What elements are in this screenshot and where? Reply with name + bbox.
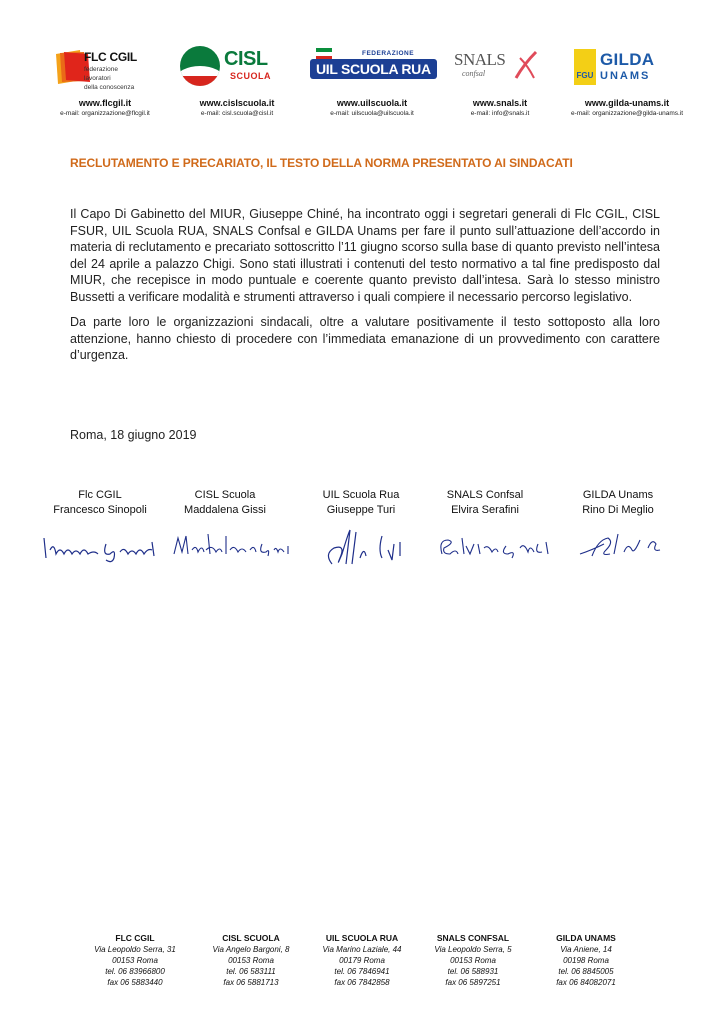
- flc-logo-sub-2: lavoratori: [84, 75, 111, 82]
- gilda-unams-logo: [552, 40, 702, 92]
- footer-fax: fax 06 7842858: [334, 978, 390, 987]
- snals-confsal-logo: [440, 40, 560, 92]
- footer-tel: tel. 06 588931: [447, 967, 499, 976]
- footer-tel: tel. 06 583111: [226, 967, 276, 976]
- footer-city: 00198 Roma: [563, 956, 609, 965]
- signatory-name: Maddalena Gissi: [184, 504, 266, 516]
- org-header-snals-confsal: [440, 40, 560, 130]
- footer-org-name: FLC CGIL: [115, 933, 155, 943]
- footer-address: Via Marino Laziale, 44: [322, 945, 402, 954]
- footer-org-name: SNALS CONFSAL: [436, 933, 510, 943]
- signatory-name: Elvira Serafini: [451, 504, 519, 516]
- uil-scuola-rua-logo: [302, 40, 442, 92]
- signatory-name: Francesco Sinopoli: [53, 504, 147, 516]
- footer-fax: fax 06 5883440: [107, 978, 163, 987]
- body-paragraph-2: Da parte loro le organizzazioni sindacali, oltre a valutare positivamente il testo sottoposto alla loro attenzione, hanno chiesto di procedere con l’immediata emanazione di un provvedimento con carattere d’urgenza.: [70, 315, 660, 362]
- footer-tel: tel. 06 7846941: [334, 967, 390, 976]
- footer-org-name: CISL SCUOLA: [222, 933, 280, 943]
- document-title: RECLUTAMENTO E PRECARIATO, IL TESTO DELLA NORMA PRESENTATO AI SINDACATI: [70, 156, 573, 170]
- header-logos: [40, 40, 700, 117]
- gilda-email[interactable]: e-mail: organizzazione@gilda-unams.it: [570, 110, 684, 117]
- body-paragraph-1: Il Capo Di Gabinetto del MIUR, Giuseppe Chiné, ha incontrato oggi i segretari generali di Flc CGIL, CISL FSUR, UIL Scuola RUA, SNALS Confsal e GILDA Unams per fare il punto sull’attuazione dell’accordo in materia di reclutamento e precariato sottoscritto l’11 giugno scorso sulla base di quanto previsto nell’intesa del 24 aprile a palazzo Chigi. Sono stati illustrati i contenuti del testo normativo a tal fine predisposto dal MIUR, che recepisce in modo puntuale e coerente quanto previsto dall’intesa. Sarà lo stesso ministro Bussetti a verificare modalità e strumenti attraverso i quali compiere il necessario percorso legislativo.: [70, 207, 660, 304]
- footer-address: Via Leopoldo Serra, 31: [94, 945, 176, 954]
- snals-logo-title: SNALS: [454, 50, 506, 69]
- footer-address: Via Leopoldo Serra, 5: [434, 945, 512, 954]
- signatory-name: Giuseppe Turi: [326, 504, 396, 516]
- cisl-email[interactable]: e-mail: cisl.scuola@cisl.it: [200, 110, 274, 117]
- signature-gissi-icon: [170, 524, 290, 564]
- footer-fax: fax 06 5897251: [445, 978, 501, 987]
- cisl-website[interactable]: www.cislscuola.it: [199, 98, 275, 108]
- footer-city: 00179 Roma: [339, 956, 385, 965]
- gilda-logo-sub: UNAMS: [600, 70, 651, 82]
- footer-cisl-scuola: [196, 932, 306, 988]
- org-header-gilda-unams: [552, 40, 702, 130]
- signatory-org: CISL Scuola: [194, 489, 256, 501]
- signature-turi-icon: [312, 524, 422, 570]
- footer-address: Via Aniene, 14: [560, 945, 612, 954]
- uil-logo-federazione: FEDERAZIONE: [362, 50, 415, 57]
- footer-gilda-unams: [526, 932, 646, 988]
- footer-org-name: UIL SCUOLA RUA: [325, 933, 399, 943]
- signature-serafini-icon: [436, 524, 556, 564]
- signatory-uil-scuola-rua: [296, 488, 426, 518]
- cisl-logo-sub: SCUOLA: [230, 71, 271, 81]
- signatory-name: Rino Di Meglio: [582, 504, 654, 516]
- uil-website[interactable]: www.uilscuola.it: [336, 98, 408, 108]
- org-header-cisl-scuola: [172, 40, 302, 130]
- snals-email[interactable]: e-mail: info@snals.it: [470, 110, 530, 117]
- flc-logo-sub-3: della conoscenza: [84, 84, 135, 91]
- dateline: Roma, 18 giugno 2019: [70, 428, 197, 442]
- gilda-logo-title: GILDA: [600, 50, 655, 69]
- org-header-uil-scuola-rua: [302, 40, 442, 130]
- footer-fax: fax 06 5881713: [223, 978, 279, 987]
- cisl-emblem-icon: [180, 46, 220, 86]
- gilda-fgu-label: FGU: [576, 71, 594, 80]
- snals-swoosh-icon: [514, 50, 538, 80]
- signatory-snals-confsal: [420, 488, 550, 518]
- signatory-flc-cgil: [40, 488, 160, 518]
- footer-uil-scuola-rua: [302, 932, 422, 988]
- signatory-org: UIL Scuola Rua: [322, 489, 400, 501]
- signatory-org: Flc CGIL: [78, 489, 122, 501]
- org-header-flc-cgil: [40, 40, 170, 130]
- flc-website[interactable]: www.flcgil.it: [78, 98, 132, 108]
- signature-di-meglio-icon: [574, 524, 674, 564]
- snals-logo-sub: confsal: [462, 69, 486, 78]
- flc-logo-title: FLC CGIL: [84, 50, 137, 64]
- uil-logo-title: UIL SCUOLA RUA: [310, 59, 437, 79]
- footer-tel: tel. 06 83966800: [105, 967, 165, 976]
- snals-website[interactable]: www.snals.it: [472, 98, 528, 108]
- footer-city: 00153 Roma: [228, 956, 274, 965]
- flc-logo-sub-1: federazione: [84, 66, 118, 73]
- signatory-org: GILDA Unams: [582, 489, 654, 501]
- gilda-website[interactable]: www.gilda-unams.it: [584, 98, 670, 108]
- signature-sinopoli-icon: [40, 524, 160, 564]
- footer-city: 00153 Roma: [450, 956, 496, 965]
- signatory-gilda-unams: [558, 488, 678, 518]
- footer-fax: fax 06 84082071: [556, 978, 616, 987]
- uil-email[interactable]: e-mail: uilscuola@uilscuola.it: [330, 110, 414, 117]
- signatory-cisl-scuola: [165, 488, 285, 518]
- footer-org-name: GILDA UNAMS: [556, 933, 616, 943]
- footer-city: 00153 Roma: [112, 956, 158, 965]
- flc-cgil-logo: [40, 40, 170, 92]
- flc-email[interactable]: e-mail: organizzazione@flcgil.it: [60, 110, 150, 117]
- cisl-scuola-logo: [172, 40, 302, 92]
- footer-snals-confsal: [418, 932, 528, 988]
- footer-flc-cgil: [80, 932, 190, 988]
- signatory-org: SNALS Confsal: [446, 489, 524, 501]
- footer-tel: tel. 06 8845005: [558, 967, 614, 976]
- document-body: [70, 206, 660, 373]
- footer-address: Via Angelo Bargoni, 8: [212, 945, 290, 954]
- cisl-logo-title: CISL: [224, 48, 268, 70]
